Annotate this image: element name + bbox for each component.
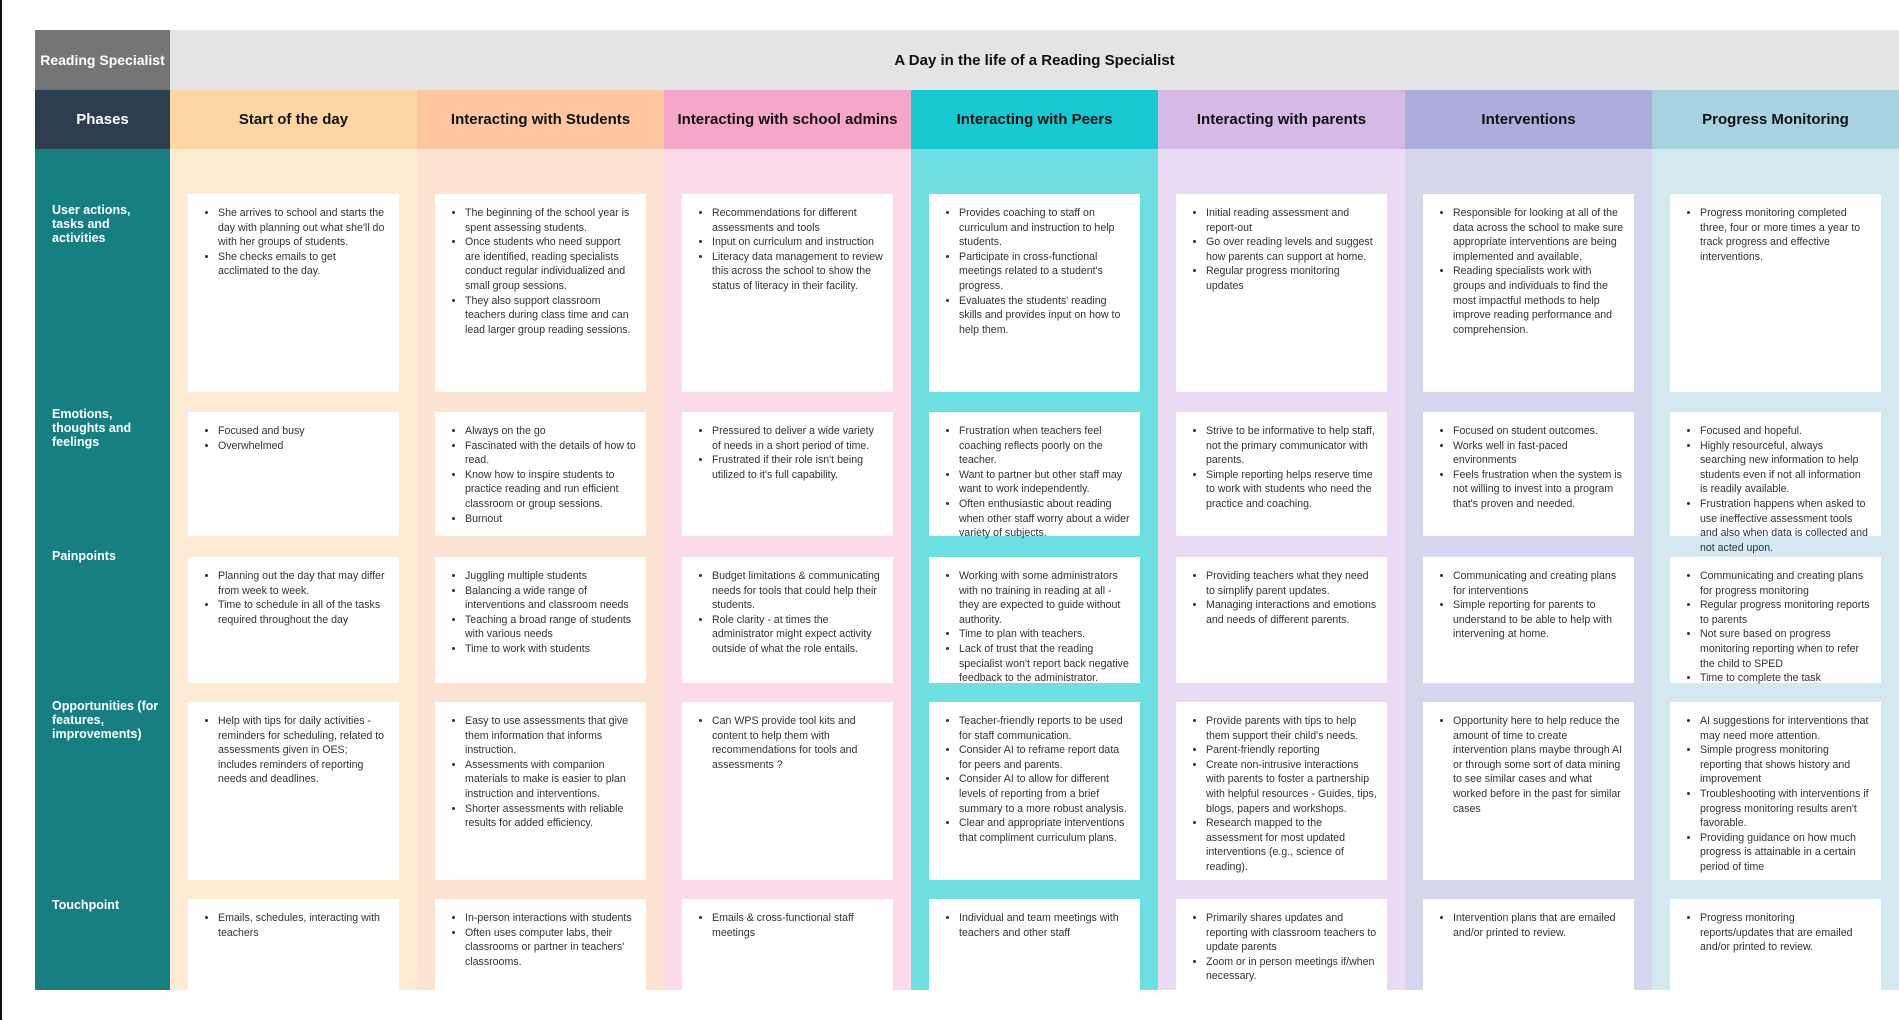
bullet-item: • Initial reading assessment and report-out [1206,206,1377,235]
bullet-item: • Participate in cross-functional meetings related to a student's progress. [959,250,1130,294]
bullet-item: • Shorter assessments with reliable results for added efficiency. [465,802,636,831]
bullet-item: • Recommendations for different assessments and tools [712,206,883,235]
phase-header: Progress Monitoring [1652,90,1899,149]
bullet-item: • Emails, schedules, interacting with teachers [218,911,389,940]
bullet-list [1684,569,1871,686]
bullet-item: • Research mapped to the assessment for most updated interventions (e.g., science of reading). [1206,816,1377,874]
bullet-list [1684,424,1871,555]
row-label-emotions: Emotions, thoughts and feelings [52,407,132,449]
card-touchpoint [929,899,1140,999]
card-opportunities [1670,702,1881,880]
card-touchpoint [188,899,399,999]
bullet-list [449,714,636,831]
card-touchpoint [1176,899,1387,999]
card-emotions [435,412,646,536]
bullet-item: • Teaching a broad range of students with various needs [465,613,636,642]
card-opportunities [188,702,399,880]
bullet-item: • Simple reporting helps reserve time to work with students who need the practice and coaching. [1206,468,1377,512]
bullet-item: • Intervention plans that are emailed and/or printed to review. [1453,911,1624,940]
bullet-item: • Time to work with students [465,642,636,657]
phase-header: Interacting with school admins [664,90,911,149]
bullet-list [1190,911,1377,984]
bullet-item: • Teacher-friendly reports to be used for staff communication. [959,714,1130,743]
bullet-item: • Pressured to deliver a wide variety of needs in a short period of time. [712,424,883,453]
bullet-item: • Lack of trust that the reading specialist won't report back negative feedback to the administrator. [959,642,1130,686]
phase-column-progress-monitoring [1652,90,1899,990]
bullet-list [943,569,1130,686]
bullet-list [943,206,1130,337]
card-touchpoint [682,899,893,999]
bullet-item: • Emails & cross-functional staff meetings [712,911,883,940]
bullet-item: • She arrives to school and starts the day with planning out what she'll do with her groups of students. [218,206,389,250]
bullet-list [696,424,883,482]
bullet-item: • Can WPS provide tool kits and content to help them with recommendations for tools and assessments ? [712,714,883,772]
bullet-list [202,911,389,940]
bullet-item: • Frustrated if their role isn't being utilized to it's full capability. [712,453,883,482]
bullet-item: • Know how to inspire students to practice reading and run efficient classroom or group sessions. [465,468,636,512]
bullet-item: • Responsible for looking at all of the data across the school to make sure appropriate interventions are being implemented and available. [1453,206,1624,264]
bullet-list [449,424,636,526]
bullet-item: • Zoom or in person meetings if/when necessary. [1206,955,1377,984]
row-label-touchpoint: Touchpoint [52,898,120,912]
card-opportunities [929,702,1140,880]
card-user-actions [929,194,1140,392]
row-label-opportunities: Opportunities (for features, improvements) [52,699,159,741]
bullet-item: • Progress monitoring reports/updates that are emailed and/or printed to review. [1700,911,1871,955]
bullet-item: • Often enthusiastic about reading when other staff worry about a wider variety of subjects. [959,497,1130,541]
bullet-item: • AI suggestions for interventions that may need more attention. [1700,714,1871,743]
card-touchpoint [435,899,646,999]
card-emotions [188,412,399,536]
phase-column-interacting-with-peers [911,90,1158,990]
bullet-item: • Provides coaching to staff on curriculum and instruction to help students. [959,206,1130,250]
bullet-list [1437,424,1624,512]
bullet-item: • Progress monitoring completed three, four or more times a year to track progress and effective interventions. [1700,206,1871,264]
bullet-item: • Communicating and creating plans for progress monitoring [1700,569,1871,598]
bullet-item: • Evaluates the students' reading skills and provides input on how to help them. [959,294,1130,338]
bullet-list [449,569,636,657]
bullet-list [1437,569,1624,642]
phase-column-start-of-the-day [170,90,417,990]
bullet-list [696,206,883,294]
card-painpoints [1176,557,1387,683]
left-edge-border [0,0,2,1020]
card-user-actions [1176,194,1387,392]
bullet-item: • Planning out the day that may differ from week to week. [218,569,389,598]
bullet-item: • Burnout [465,512,636,527]
bullet-item: • Primarily shares updates and reporting with classroom teachers to update parents [1206,911,1377,955]
bullet-list [1190,569,1377,627]
card-painpoints [929,557,1140,683]
bullet-item: • Parent-friendly reporting [1206,743,1377,758]
role-label: Reading Specialist [35,30,170,90]
phase-column-interacting-with-parents [1158,90,1405,990]
bullet-item: • Budget limitations & communicating needs for tools that could help their students. [712,569,883,613]
bullet-item: • Fascinated with the details of how to read. [465,439,636,468]
bullet-item: • Juggling multiple students [465,569,636,584]
bullet-item: • Clear and appropriate interventions that compliment curriculum plans. [959,816,1130,845]
row-label-user-actions: User actions, tasks and activities [52,203,131,245]
card-emotions [1423,412,1634,536]
bullet-item: • Troubleshooting with interventions if progress monitoring results aren't favorable. [1700,787,1871,831]
bullet-item: • Help with tips for daily activities - reminders for scheduling, related to assessments given in OES; includes reminders of reporting needs and deadlines. [218,714,389,787]
bullet-list [1684,911,1871,955]
bullet-item: • The beginning of the school year is spent assessing students. [465,206,636,235]
card-painpoints [1423,557,1634,683]
bullet-item: • Time to complete the task [1700,671,1871,686]
card-user-actions [188,194,399,392]
card-emotions [1176,412,1387,536]
phase-header: Interacting with parents [1158,90,1405,149]
phase-column-interacting-with-school-admins [664,90,911,990]
bullet-item: • Go over reading levels and suggest how parents can support at home. [1206,235,1377,264]
phase-header: Interacting with Peers [911,90,1158,149]
bullet-item: • Balancing a wide range of interventions and classroom needs [465,584,636,613]
bullet-list [943,424,1130,541]
row-label-painpoints: Painpoints [52,549,116,563]
bullet-item: • Create non-intrusive interactions with parents to foster a partnership with helpful resources - Guides, tips, blogs, papers and workshops. [1206,758,1377,816]
bullet-list [202,714,389,787]
bullet-list [1437,714,1624,816]
bullet-item: • Provide parents with tips to help them support their child's needs. [1206,714,1377,743]
bullet-item: • Frustration happens when asked to use ineffective assessment tools and also when data is collected and not acted upon. [1700,497,1871,555]
bullet-item: • Frustration when teachers feel coaching reflects poorly on the teacher. [959,424,1130,468]
card-opportunities [435,702,646,880]
card-emotions [1670,412,1881,554]
bullet-item: • Literacy data management to review this across the school to show the status of literacy in their facility. [712,250,883,294]
bullet-item: • Regular progress monitoring reports to parents [1700,598,1871,627]
map-title: A Day in the life of a Reading Specialist [170,30,1899,90]
bullet-item: • Focused on student outcomes. [1453,424,1624,439]
bullet-item: • Communicating and creating plans for interventions [1453,569,1624,598]
bullet-list [943,911,1130,940]
bullet-list [696,714,883,772]
row-label-column [35,90,170,990]
bullet-item: • Providing guidance on how much progress is attainable in a certain period of time [1700,831,1871,875]
bullet-item: • She checks emails to get acclimated to the day. [218,250,389,279]
card-emotions [682,412,893,536]
phase-column-interacting-with-students [417,90,664,990]
card-painpoints [682,557,893,683]
phase-column-interventions [1405,90,1652,990]
bullet-item: • Working with some administrators with no training in reading at all - they are expected to guide without authority. [959,569,1130,627]
bullet-list [696,911,883,940]
bullet-item: • Focused and busy [218,424,389,439]
card-user-actions [1670,194,1881,392]
bullet-list [1684,206,1871,264]
bullet-list [1437,206,1624,337]
bullet-item: • Want to partner but other staff may want to work independently. [959,468,1130,497]
bullet-item: • Works well in fast-paced environments [1453,439,1624,468]
bullet-item: • Highly resourceful, always searching new information to help students even if not all information is readily available. [1700,439,1871,497]
bullet-item: • Overwhelmed [218,439,389,454]
bullet-item: • Input on curriculum and instruction [712,235,883,250]
bullet-item: • Consider AI to allow for different levels of reporting from a brief summary to a more robust analysis. [959,772,1130,816]
bullet-item: • Assessments with companion materials to make is easier to plan instruction and interventions. [465,758,636,802]
card-user-actions [435,194,646,392]
bullet-list [202,206,389,279]
card-painpoints [435,557,646,683]
journey-map-board [35,30,1899,990]
card-painpoints [1670,557,1881,683]
bullet-item: • Not sure based on progress monitoring reporting when to refer the child to SPED [1700,627,1871,671]
bullet-item: • Feels frustration when the system is not willing to invest into a program that's proven and needed. [1453,468,1624,512]
phase-header: Start of the day [170,90,417,149]
bullet-item: • Time to schedule in all of the tasks required throughout the day [218,598,389,627]
card-opportunities [682,702,893,880]
bullet-item: • Strive to be informative to help staff, not the primary communicator with parents. [1206,424,1377,468]
bullet-item: • Always on the go [465,424,636,439]
bullet-list [202,569,389,627]
card-touchpoint [1670,899,1881,999]
bullet-item: • In-person interactions with students [465,911,636,926]
bullet-list [943,714,1130,845]
bullet-list [1190,206,1377,294]
card-user-actions [1423,194,1634,392]
bullet-item: • Regular progress monitoring updates [1206,264,1377,293]
phases-label: Phases [35,90,170,149]
phase-header: Interacting with Students [417,90,664,149]
bullet-item: • Role clarity - at times the administrator might expect activity outside of what the role entails. [712,613,883,657]
bullet-item: • Managing interactions and emotions and needs of different parents. [1206,598,1377,627]
bullet-item: • Simple reporting for parents to understand to be able to help with intervening at home. [1453,598,1624,642]
phase-header: Interventions [1405,90,1652,149]
card-painpoints [188,557,399,683]
bullet-list [202,424,389,453]
bullet-item: • Easy to use assessments that give them information that informs instruction. [465,714,636,758]
bullet-item: • Focused and hopeful. [1700,424,1871,439]
card-opportunities [1176,702,1387,880]
bullet-item: • Consider AI to reframe report data for peers and parents. [959,743,1130,772]
bullet-list [449,206,636,337]
bullet-item: • Once students who need support are identified, reading specialists conduct regular individualized and small group sessions. [465,235,636,293]
card-opportunities [1423,702,1634,880]
card-user-actions [682,194,893,392]
card-touchpoint [1423,899,1634,999]
bullet-item: • Reading specialists work with groups and individuals to find the most impactful methods to help improve reading performance and comprehension. [1453,264,1624,337]
card-emotions [929,412,1140,540]
bullet-item: • They also support classroom teachers during class time and can lead larger group reading sessions. [465,294,636,338]
bullet-list [1190,714,1377,875]
bullet-list [1437,911,1624,940]
bullet-list [696,569,883,657]
bullet-item: • Providing teachers what they need to simplify parent updates. [1206,569,1377,598]
bullet-list [449,911,636,969]
bullet-list [1190,424,1377,512]
bullet-item: • Opportunity here to help reduce the amount of time to create intervention plans maybe through AI or through some sort of data mining to see similar cases and what worked before in the past for similar cases [1453,714,1624,816]
bullet-item: • Time to plan with teachers. [959,627,1130,642]
bullet-item: • Often uses computer labs, their classrooms or partner in teachers' classrooms. [465,926,636,970]
bullet-list [1684,714,1871,875]
bullet-item: • Simple progress monitoring reporting that shows history and improvement [1700,743,1871,787]
bullet-item: • Individual and team meetings with teachers and other staff [959,911,1130,940]
